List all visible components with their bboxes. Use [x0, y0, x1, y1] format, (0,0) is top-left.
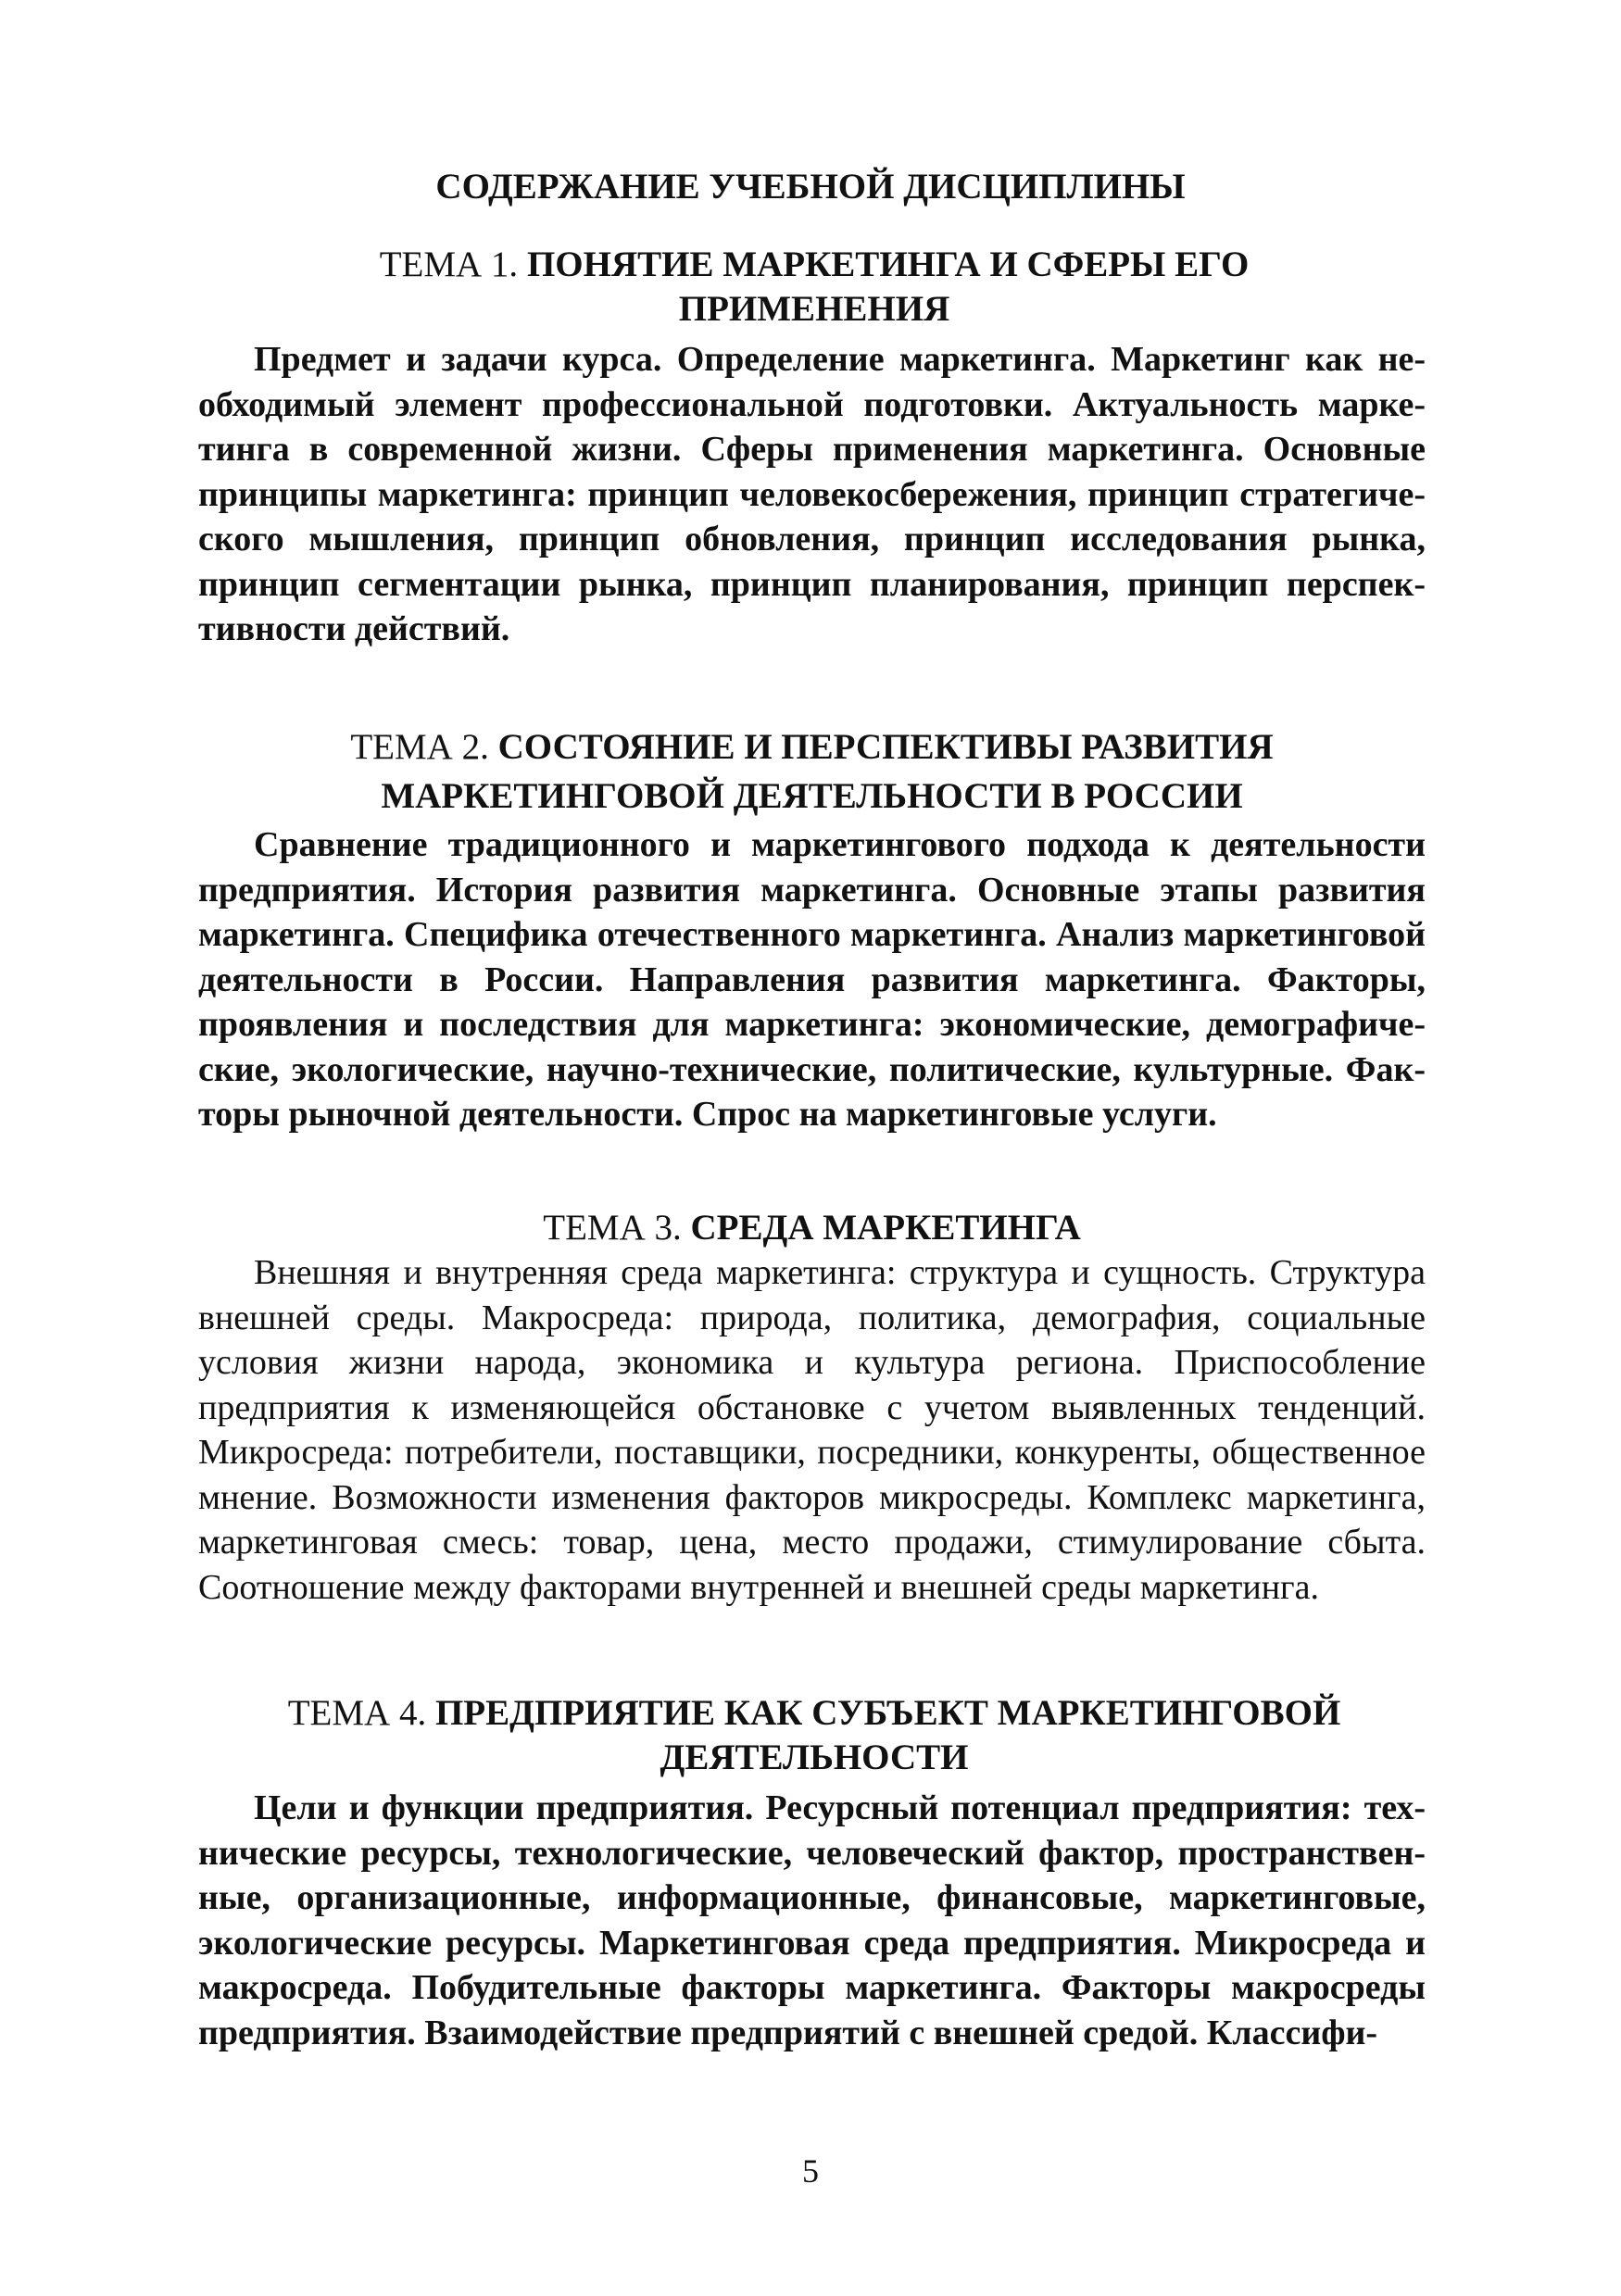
topic-2-heading [198, 722, 1426, 821]
topic-2-number: ТЕМА 2. [350, 727, 498, 767]
topic-1-body: Предмет и задачи курса. Определение маркетинга. Маркетинг как необходимый элемент профессиональной подготовки. Актуальность маркетинга в современной жизни. Сферы применения маркетинга. Основные принципы маркетинга: принцип человекосбережения, принцип стратегического мышления, принцип обновления, принцип исследования рынка, принцип сегментации рынка, принцип планирования, принцип перспективности действий. [198, 340, 1426, 648]
topic-4-heading [282, 1691, 1347, 1780]
topic-4-body: Цели и функции предприятия. Ресурсный потенциал предприятия: технические ресурсы, технологические, человеческий фактор, пространственные, организационные, информационные, финансовые, маркетинговые, экологические ресурсы. Маркетинговая среда предприятия. Микросреда и макросреда. Побудительные факторы маркетинга. Факторы макросреды предприятия. Взаимодействие предприятий с внешней средой. Классифи- [198, 1788, 1426, 2052]
document-title: СОДЕРЖАНИЕ УЧЕБНОЙ ДИСЦИПЛИНЫ [435, 167, 1186, 207]
topic-2-body: Сравнение традиционного и маркетингового подхода к деятельности предприятия. История развития маркетинга. Основные этапы развития маркетинга. Специфика отечественного маркетинга. Анализ маркетинговой деятельности в России. Направления развития маркетинга. Факторы, проявления и последствия для маркетинга: экономические, демографические, экологические, научно-технические, политические, культурные. Факторы рыночной деятельности. Спрос на маркетинговые услуги. [198, 825, 1426, 1134]
topic-1-heading [268, 243, 1361, 332]
topic-3-body: Внешняя и внутренняя среда маркетинга: структура и сущность. Структура внешней среды. Макросреда: природа, политика, демография, социальные условия жизни народа, экономика и культура региона. Приспособление предприятия к изменяющейся обстановке с учетом выявленных тенденций. Микросреда: потребители, поставщики, посредники, конкуренты, общественное мнение. Возможности изменения факторов микросреды. Комплекс маркетинга, маркетинговая смесь: товар, цена, место продажи, стимулирование сбыта. Соотношение между факторами внутренней и внешней среды маркетинга. [198, 1253, 1426, 1607]
topic-1 [198, 243, 1426, 652]
topic-4-title: ПРЕДПРИЯТИЕ КАК СУБЪЕКТ МАРКЕТИНГОВОЙ ДЕЯТЕЛЬНОСТИ [434, 1693, 1341, 1777]
topic-4-number: ТЕМА 4. [287, 1693, 435, 1733]
topic-3-heading [198, 1206, 1426, 1250]
page-number: 5 [802, 2152, 819, 2189]
topic-4 [198, 1691, 1426, 2055]
topic-2 [198, 722, 1426, 1137]
topic-2-title: СОСТОЯНИЕ И ПЕРСПЕКТИВЫ РАЗВИТИЯ МАРКЕТИНГОВОЙ ДЕЯТЕЛЬНОСТИ В РОССИИ [381, 727, 1274, 816]
topic-1-title: ПОНЯТИЕ МАРКЕТИНГА И СФЕРЫ ЕГО ПРИМЕНЕНИЯ [526, 245, 1250, 329]
topic-3 [198, 1206, 1426, 1610]
topic-1-number: ТЕМА 1. [379, 245, 527, 284]
topic-3-title: СРЕДА МАРКЕТИНГА [690, 1208, 1081, 1248]
topic-3-number: ТЕМА 3. [543, 1208, 691, 1248]
